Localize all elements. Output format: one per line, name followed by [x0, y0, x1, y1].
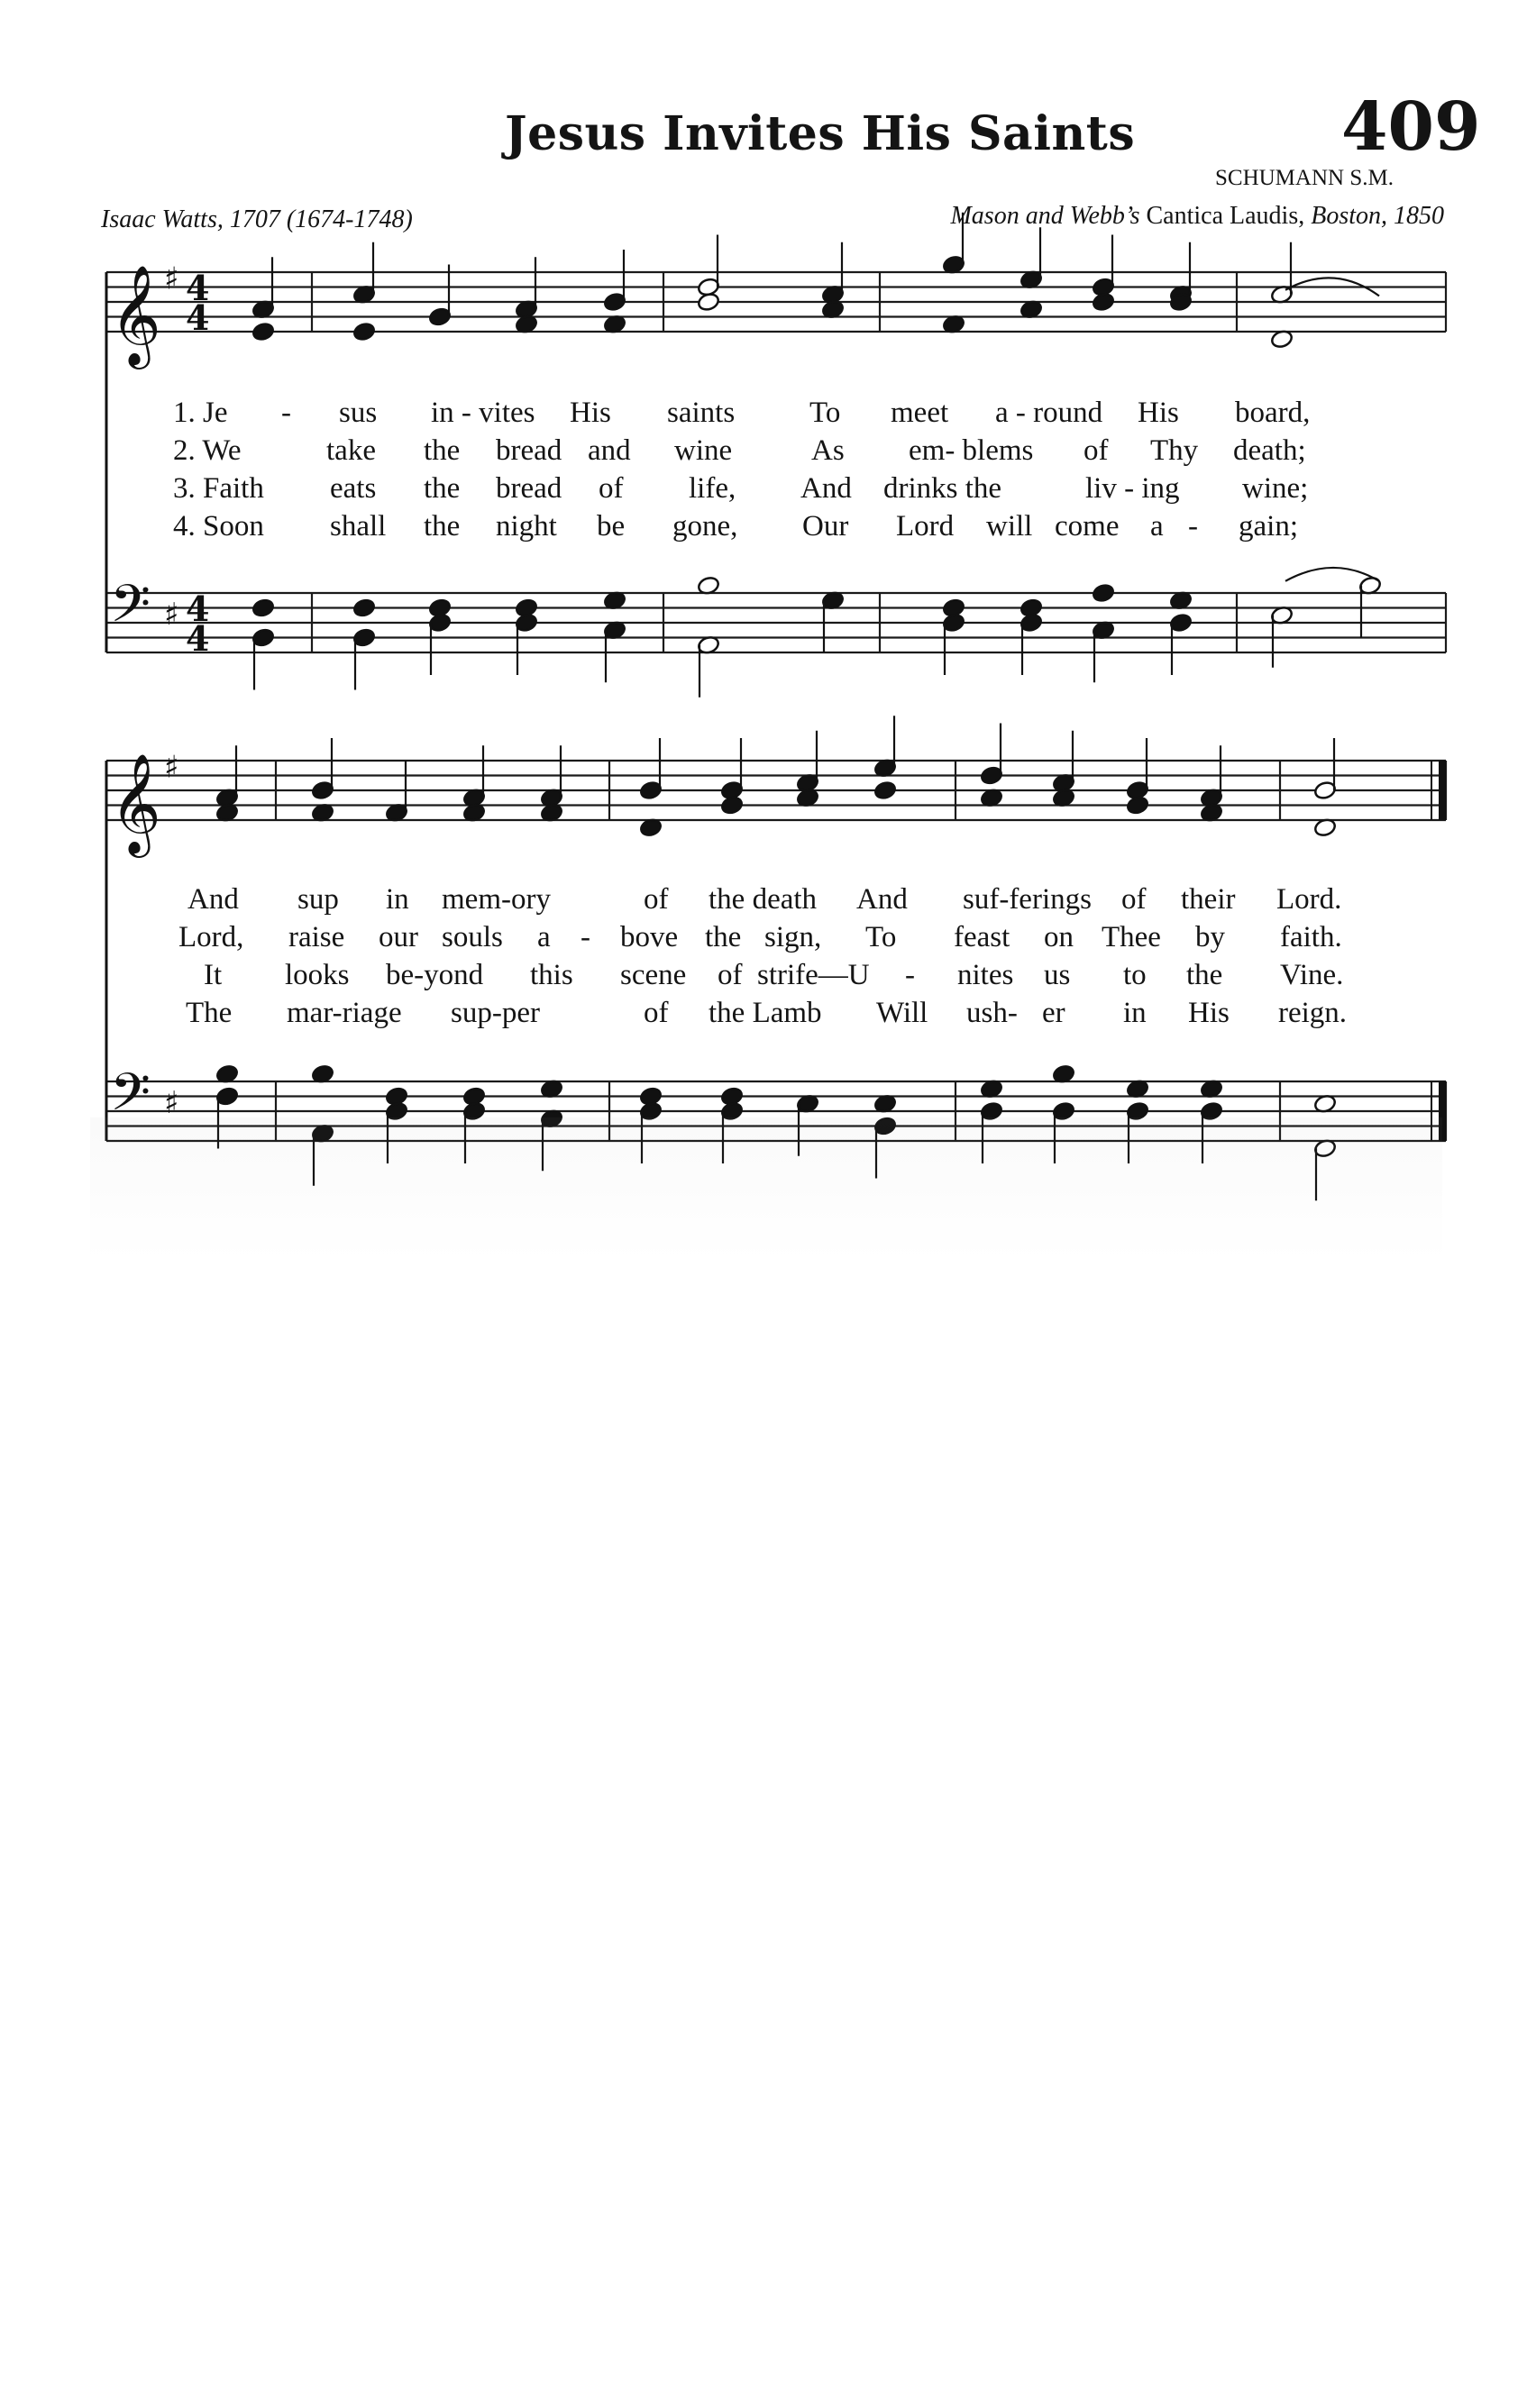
lyric-syllable: And: [800, 472, 852, 505]
time-signature-top: 4: [186, 588, 210, 629]
bleed-through-shadow: [90, 1117, 1442, 1262]
lyric-syllable: bread: [496, 472, 562, 505]
lyric-syllable: this: [530, 959, 573, 991]
lyric-syllable: Lord,: [178, 921, 244, 953]
treble-clef-icon: 𝄞: [110, 752, 161, 853]
lyric-syllable: the: [1186, 959, 1223, 991]
lyric-syllable: Lord.: [1276, 883, 1342, 916]
notehead: [251, 322, 275, 342]
treble-clef-icon: 𝄞: [110, 264, 161, 365]
lyric-syllable: gain;: [1239, 510, 1298, 543]
source-title: Cantica Laudis,: [1146, 202, 1305, 230]
lyric-syllable: in: [386, 883, 409, 916]
lyric-syllable: wine: [674, 434, 733, 467]
lyric-syllable: 4. Soon: [173, 510, 264, 543]
source-place: Boston, 1850: [1311, 202, 1444, 230]
lyric-syllable: of: [644, 997, 669, 1029]
lyric-syllable: His: [1138, 397, 1179, 429]
lyric-syllable: a - round: [995, 397, 1103, 429]
lyric-syllable: strife—U: [757, 959, 870, 991]
lyric-syllable: board,: [1235, 397, 1311, 429]
hymn-number: 409: [1341, 88, 1481, 166]
lyric-syllable: reign.: [1278, 997, 1348, 1029]
lyric-syllable: shall: [330, 510, 387, 543]
lyric-syllable: of: [1084, 434, 1109, 467]
lyric-syllable: nites: [957, 959, 1014, 991]
lyric-syllable: liv - ing: [1085, 472, 1180, 505]
lyric-syllable: To: [865, 921, 897, 953]
lyric-syllable: meet: [891, 397, 949, 429]
lyric-syllable: sign,: [764, 921, 822, 953]
lyric-syllable: eats: [330, 472, 377, 505]
lyric-syllable: a: [1150, 510, 1164, 543]
notehead: [720, 795, 744, 816]
lyric-syllable: -: [905, 959, 915, 991]
notehead: [873, 780, 897, 801]
lyric-syllable: -: [281, 397, 291, 429]
lyric-syllable: His: [570, 397, 611, 429]
lyric-syllable: by: [1195, 921, 1225, 953]
lyric-syllable: saints: [667, 397, 736, 429]
lyric-syllable: His: [1188, 997, 1230, 1029]
lyric-syllable: And: [187, 883, 239, 916]
lyric-syllable: us: [1044, 959, 1071, 991]
notehead: [697, 292, 720, 313]
lyric-syllable: in: [1123, 997, 1147, 1029]
lyric-syllable: gone,: [672, 510, 738, 543]
lyric-syllable: faith.: [1280, 921, 1342, 953]
lyric-syllable: be-yond: [386, 959, 484, 991]
lyric-syllable: death;: [1233, 434, 1306, 467]
lyric-syllable: 1. Je: [173, 397, 228, 429]
sharp-icon: ♯: [164, 749, 179, 786]
lyric-syllable: our: [379, 921, 418, 953]
lyric-syllable: the death: [709, 883, 818, 916]
lyric-syllable: be: [597, 510, 626, 543]
lyric-syllable: in - vites: [431, 397, 535, 429]
sharp-icon: ♯: [164, 1084, 179, 1121]
lyric-syllable: of: [644, 883, 669, 916]
author-credit: Isaac Watts, 1707 (1674-1748): [101, 205, 413, 233]
lyric-syllable: of: [718, 959, 743, 991]
lyric-syllable: As: [811, 434, 845, 467]
lyric-syllable: To: [809, 397, 841, 429]
lyric-syllable: scene: [620, 959, 687, 991]
lyric-syllable: Thee: [1102, 921, 1161, 953]
lyric-syllable: Lord: [896, 510, 955, 543]
sharp-icon: ♯: [164, 260, 179, 297]
bass-clef-icon: 𝄢: [110, 1061, 151, 1136]
lyric-syllable: souls: [442, 921, 503, 953]
lyric-syllable: looks: [285, 959, 350, 991]
lyric-syllable: suf-ferings: [963, 883, 1092, 916]
lyric-syllable: of: [1121, 883, 1147, 916]
notehead: [352, 597, 376, 618]
lyric-syllable: The: [186, 997, 233, 1029]
lyric-syllable: the: [424, 472, 461, 505]
lyric-syllable: raise: [288, 921, 345, 953]
lyric-syllable: feast: [954, 921, 1010, 953]
lyric-syllable: And: [856, 883, 908, 916]
lyric-syllable: 3. Faith: [173, 472, 264, 505]
bass-clef-icon: 𝄢: [110, 572, 151, 647]
lyric-syllable: Will: [876, 997, 928, 1029]
lyric-syllable: ush-: [966, 997, 1018, 1029]
lyric-syllable: will: [986, 510, 1033, 543]
time-signature-bottom: 4: [186, 618, 210, 659]
time-signature-bottom: 4: [186, 297, 210, 338]
notehead: [352, 322, 376, 342]
lyric-syllable: bread: [496, 434, 562, 467]
time-signature-top: 4: [186, 268, 210, 308]
lyric-syllable: -: [1188, 510, 1198, 543]
lyric-syllable: and: [588, 434, 631, 467]
lyric-syllable: sus: [339, 397, 378, 429]
lyric-syllable: night: [496, 510, 557, 543]
lyric-syllable: It: [204, 959, 223, 991]
notehead: [1092, 292, 1115, 313]
lyric-syllable: mar-riage: [287, 997, 402, 1029]
lyric-syllable: on: [1044, 921, 1074, 953]
lyric-syllable: 2. We: [173, 434, 242, 467]
lyric-syllable: a: [537, 921, 551, 953]
lyric-syllable: to: [1123, 959, 1147, 991]
sharp-icon: ♯: [164, 596, 179, 633]
note-heads: [215, 213, 1382, 1201]
tune-name: SCHUMANN S.M.: [1215, 166, 1394, 190]
lyric-syllable: bove: [620, 921, 679, 953]
lyric-syllable: em- blems: [909, 434, 1034, 467]
hymn-title: Jesus Invites His Saints: [505, 106, 1136, 161]
lyric-syllable: mem-ory: [442, 883, 551, 916]
lyric-syllable: Vine.: [1280, 959, 1344, 991]
lyric-syllable: the: [424, 510, 461, 543]
lyric-syllable: er: [1042, 997, 1065, 1029]
lyric-syllable: the: [705, 921, 742, 953]
lyric-syllable: Thy: [1150, 434, 1199, 467]
lyric-syllable: Our: [802, 510, 849, 543]
lyric-syllable: of: [599, 472, 624, 505]
notehead: [1092, 583, 1115, 604]
notehead: [251, 597, 275, 618]
notehead: [1126, 795, 1149, 816]
lyric-syllable: the Lamb: [709, 997, 822, 1029]
lyric-syllable: come: [1055, 510, 1120, 543]
lyric-syllable: their: [1181, 883, 1236, 916]
source-names: Mason and Webb’s: [950, 202, 1140, 230]
lyric-syllable: sup: [297, 883, 339, 916]
lyric-syllable: -: [581, 921, 590, 953]
lyric-syllable: life,: [689, 472, 736, 505]
lyric-syllable: sup-per: [451, 997, 540, 1029]
lyric-syllable: take: [326, 434, 376, 467]
lyric-syllable: the: [424, 434, 461, 467]
lyric-syllable: wine;: [1242, 472, 1309, 505]
lyric-syllable: drinks the: [883, 472, 1002, 505]
